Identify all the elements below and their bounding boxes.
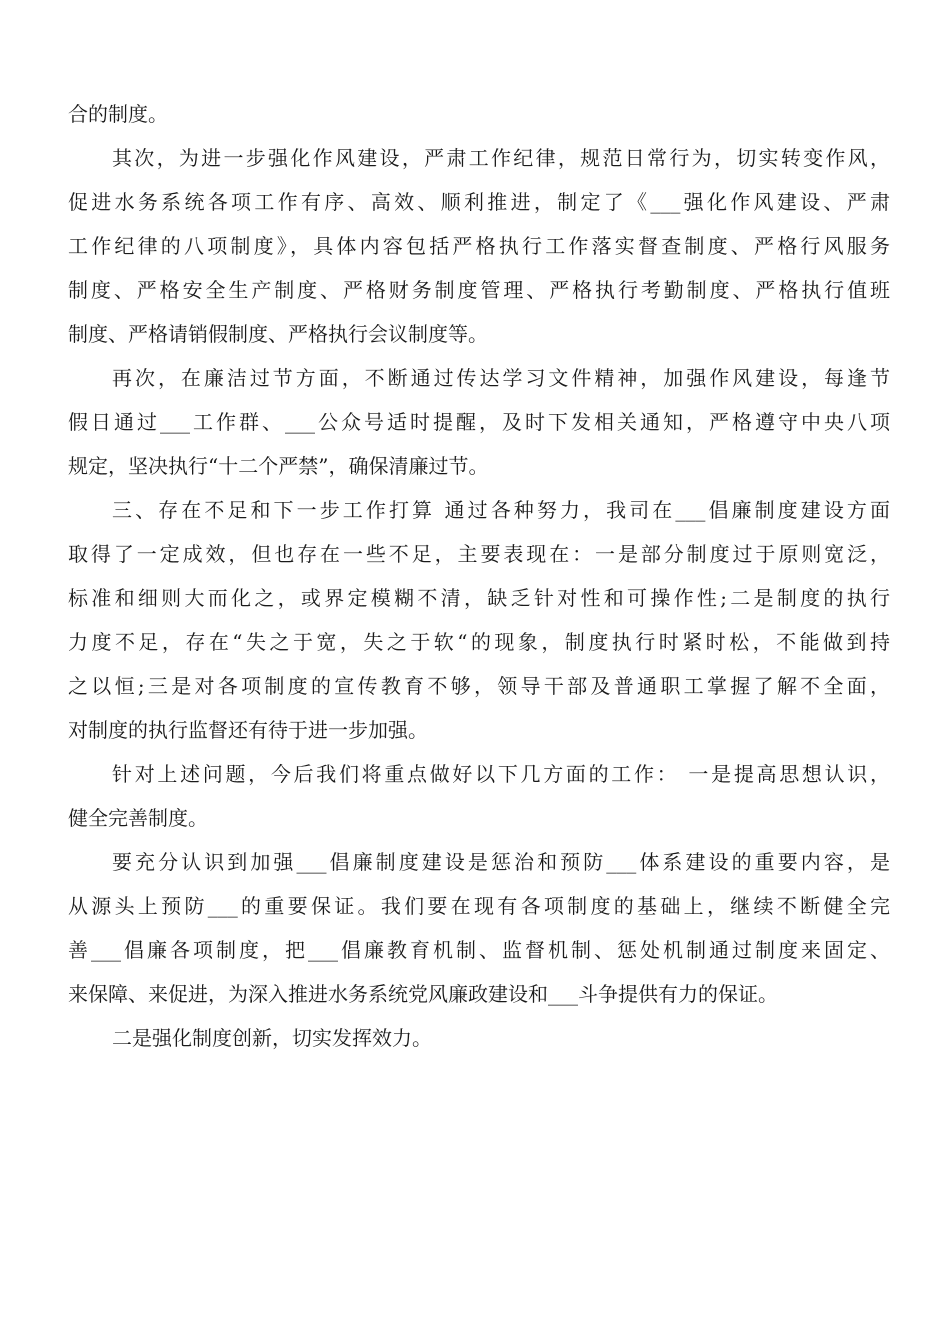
text-line: 制度、严格请销假制度、严格执行会议制度等。 — [68, 322, 488, 346]
text-line: 取得了一定成效，但也存在一些不足，主要表现在：一是部分制度过于原则宽泛， — [68, 542, 890, 566]
text-line: 健全完善制度。 — [68, 806, 208, 830]
text-line: 标准和细则大而化之，或界定模糊不清，缺乏针对性和可操作性;二是制度的执行 — [68, 586, 890, 610]
text-line: 对制度的执行监督还有待于进一步加强。 — [68, 718, 428, 742]
document-body — [68, 92, 890, 1060]
text-line: 善___倡廉各项制度，把___倡廉教育机制、监督机制、惩处机制通过制度来固定、 — [68, 938, 890, 962]
text-line: 制度、严格安全生产制度、严格财务制度管理、严格执行考勤制度、严格执行值班 — [68, 278, 890, 302]
text-line: 二是强化制度创新，切实发挥效力。 — [112, 1026, 432, 1050]
text-line: 规定，坚决执行“十二个严禁”，确保清廉过节。 — [68, 454, 489, 478]
text-line: 其次，为进一步强化作风建设，严肃工作纪律，规范日常行为，切实转变作风， — [112, 146, 890, 170]
text-line: 工作纪律的八项制度》，具体内容包括严格执行工作落实督查制度、严格行风服务 — [68, 234, 890, 258]
text-line: 假日通过___工作群、___公众号适时提醒，及时下发相关通知，严格遵守中央八项 — [68, 410, 890, 434]
text-line: 合的制度。 — [68, 102, 168, 126]
text-line: 来保障、来促进，为深入推进水务系统党风廉政建设和___斗争提供有力的保证。 — [68, 982, 778, 1006]
text-line: 三、存在不足和下一步工作打算 通过各种努力，我司在___倡廉制度建设方面 — [112, 498, 890, 522]
text-line: 从源头上预防___的重要保证。我们要在现有各项制度的基础上，继续不断健全完 — [68, 894, 890, 918]
text-line: 之以恒;三是对各项制度的宣传教育不够，领导干部及普通职工掌握了解不全面， — [68, 674, 890, 698]
text-line: 力度不足，存在“失之于宽，失之于软“的现象，制度执行时紧时松，不能做到持 — [68, 630, 890, 654]
text-line: 要充分认识到加强___倡廉制度建设是惩治和预防___体系建设的重要内容，是 — [112, 850, 890, 874]
text-line: 针对上述问题，今后我们将重点做好以下几方面的工作： 一是提高思想认识， — [112, 762, 890, 786]
text-line: 再次，在廉洁过节方面，不断通过传达学习文件精神，加强作风建设，每逢节 — [112, 366, 890, 390]
text-line: 促进水务系统各项工作有序、高效、顺利推进，制定了《___强化作风建设、严肃 — [68, 190, 890, 214]
